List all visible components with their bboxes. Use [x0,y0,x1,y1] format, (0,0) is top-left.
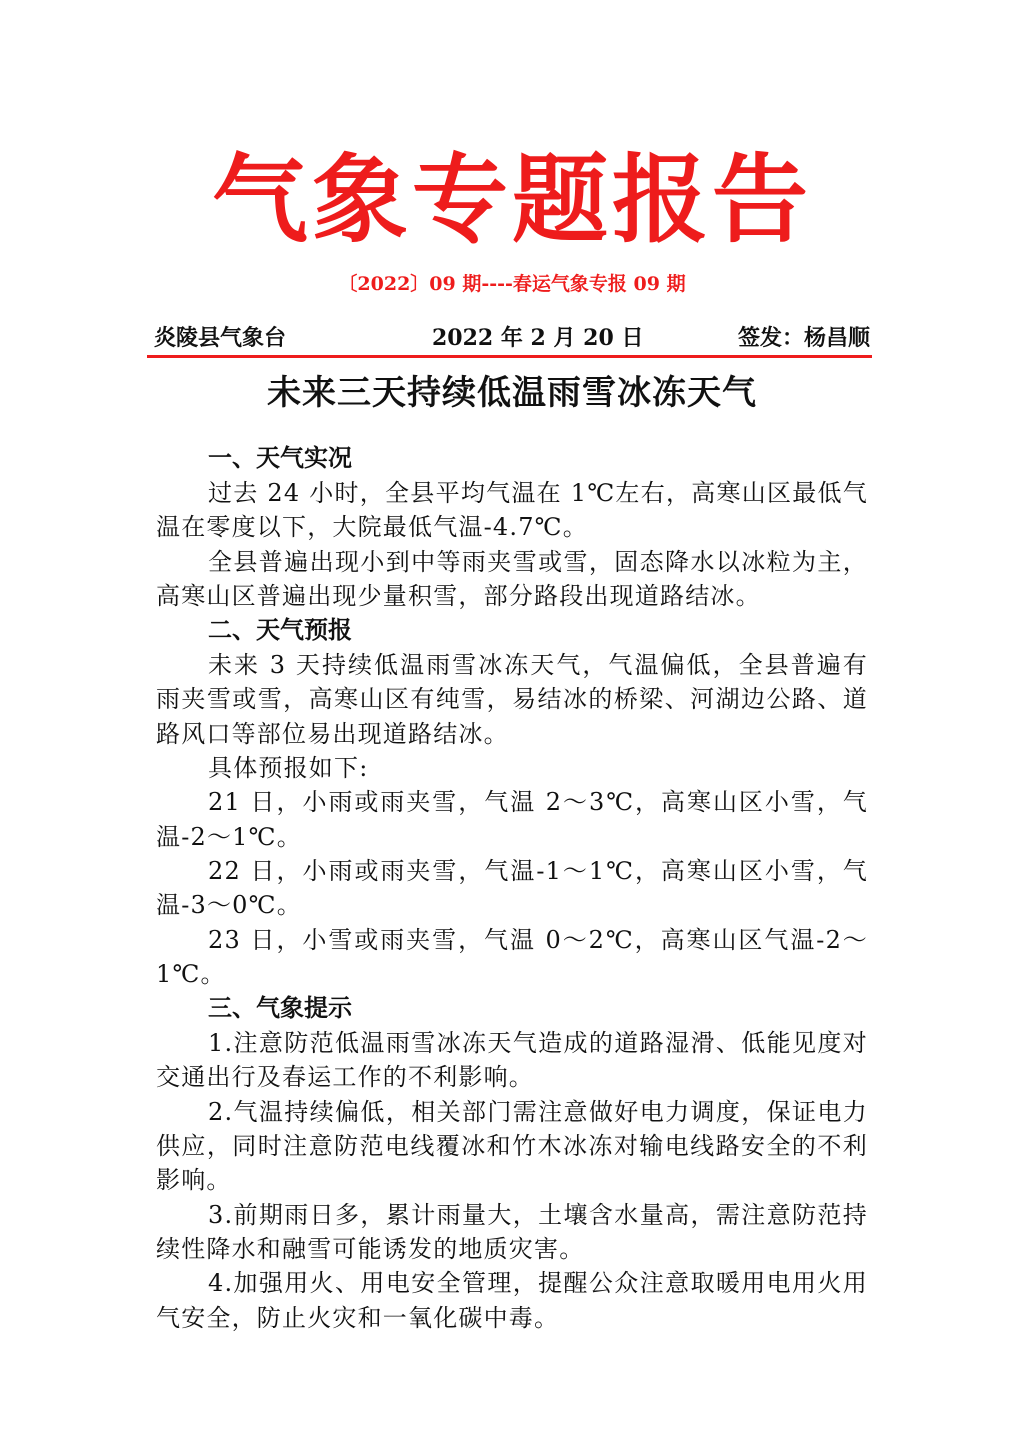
header-divider [147,355,872,358]
masthead-title: 气象专题报告 [212,144,812,256]
paragraph: 3.前期雨日多，累计雨量大，土壤含水量高，需注意防范持续性降水和融雪可能诱发的地质灾害。 [156,1200,868,1263]
signer [738,322,870,354]
paragraph: 过去 24 小时，全县平均气温在 1℃左右，高寒山区最低气温在零度以下，大院最低气温-4.7℃。 [156,479,868,542]
header-meta-row [152,322,870,354]
paragraph: 1.注意防范低温雨雪冰冻天气造成的道路湿滑、低能见度对交通出行及春运工作的不利影响。 [156,1029,868,1092]
section-heading: 一、天气实况 [208,444,352,472]
signer-label: 签发： [737,325,804,351]
issue-number: 〔2022〕09 期----春运气象专报 09 期 [338,273,686,295]
document-title: 未来三天持续低温雨雪冰冻天气 [267,373,757,413]
issue-date: 2022 年 2 月 20 日 [432,325,644,351]
paragraph: 全县普遍出现小到中等雨夹雪或雪，固态降水以冰粒为主，高寒山区普遍出现少量积雪，部分路段出现道路结冰。 [156,547,868,610]
section-heading: 二、天气预报 [208,616,352,645]
issuing-organization: 炎陵县气象台 [154,325,287,351]
paragraph: 具体预报如下: [208,754,369,783]
paragraph: 未来 3 天持续低温雨雪冰冻天气，气温偏低，全县普遍有雨夹雪或雪，高寒山区有纯雪，易结冰的桥梁、河湖边公路、道路风口等部位易出现道路结冰。 [156,651,868,748]
paragraph: 4.加强用火、用电安全管理，提醒公众注意取暖用电用火用气安全，防止火灾和一氧化碳中毒。 [156,1269,868,1332]
paragraph: 23 日，小雪或雨夹雪，气温 0～2℃，高寒山区气温-2～1℃。 [156,925,868,988]
paragraph: 2.气温持续偏低，相关部门需注意做好电力调度，保证电力供应，同时注意防范电线覆冰和竹木冰冻对输电线路安全的不利影响。 [156,1097,868,1195]
signer-name: 杨昌顺 [803,325,870,351]
document-body [156,441,868,1335]
section-heading: 三、气象提示 [208,994,352,1023]
paragraph: 22 日，小雨或雨夹雪，气温-1～1℃，高寒山区小雪，气温-3～0℃。 [156,856,868,920]
paragraph: 21 日，小雨或雨夹雪，气温 2～3℃，高寒山区小雪，气温-2～1℃。 [156,788,868,851]
